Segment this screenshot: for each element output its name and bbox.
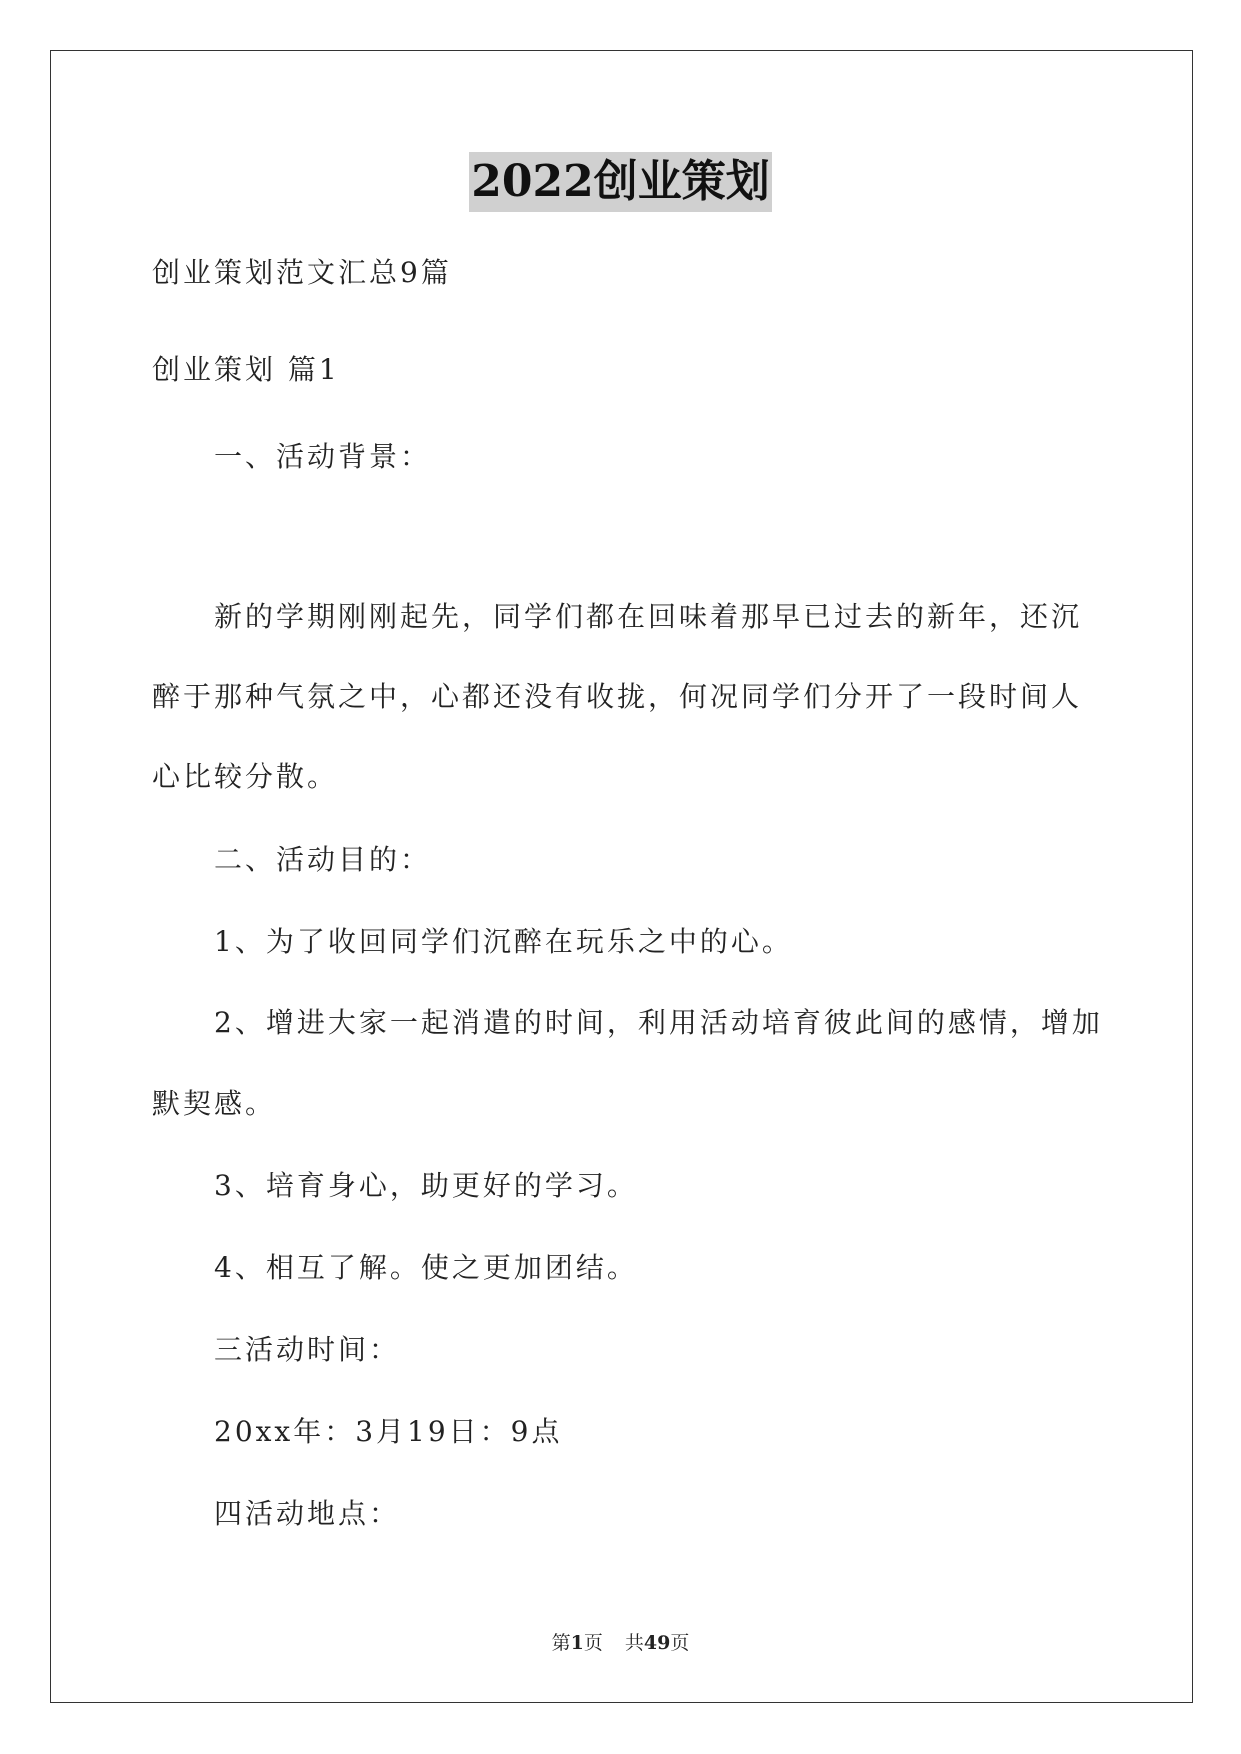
- list-item-continuation: 默契感。: [152, 1087, 277, 1120]
- heading-location: 四活动地点：: [214, 1497, 401, 1530]
- page-unit: 页: [583, 1632, 603, 1654]
- list-item: 4、相互了解。使之更加团结。: [214, 1251, 638, 1284]
- activity-time: 20xx年：3月19日：9点: [214, 1415, 563, 1448]
- page-total: 49: [643, 1632, 671, 1654]
- heading-purpose: 二、活动目的：: [214, 843, 432, 876]
- list-item: 3、培育身心，助更好的学习。: [214, 1169, 638, 1202]
- title-container: [0, 152, 1241, 212]
- heading-time: 三活动时间：: [214, 1333, 401, 1366]
- paragraph-line: 心比较分散。: [152, 760, 339, 793]
- paragraph-line: 新的学期刚刚起先，同学们都在回味着那早已过去的新年，还沉: [214, 600, 1083, 633]
- page-current: 1: [570, 1632, 584, 1654]
- list-item: 1、为了收回同学们沉醉在玩乐之中的心。: [214, 925, 793, 958]
- total-prefix: 共: [624, 1632, 644, 1654]
- list-item: 2、增进大家一起消遣的时间，利用活动培育彼此间的感情，增加: [214, 1006, 1103, 1039]
- document-title: 2022创业策划: [469, 152, 771, 212]
- total-unit: 页: [670, 1632, 690, 1654]
- heading-background: 一、活动背景：: [214, 440, 432, 473]
- section-heading: 创业策划 篇1: [152, 353, 340, 386]
- page-footer: [0, 1630, 1241, 1656]
- paragraph-line: 醉于那种气氛之中，心都还没有收拢，何况同学们分开了一段时间人: [152, 680, 1083, 713]
- page-prefix: 第: [551, 1632, 571, 1654]
- document-subtitle: 创业策划范文汇总9篇: [152, 256, 452, 289]
